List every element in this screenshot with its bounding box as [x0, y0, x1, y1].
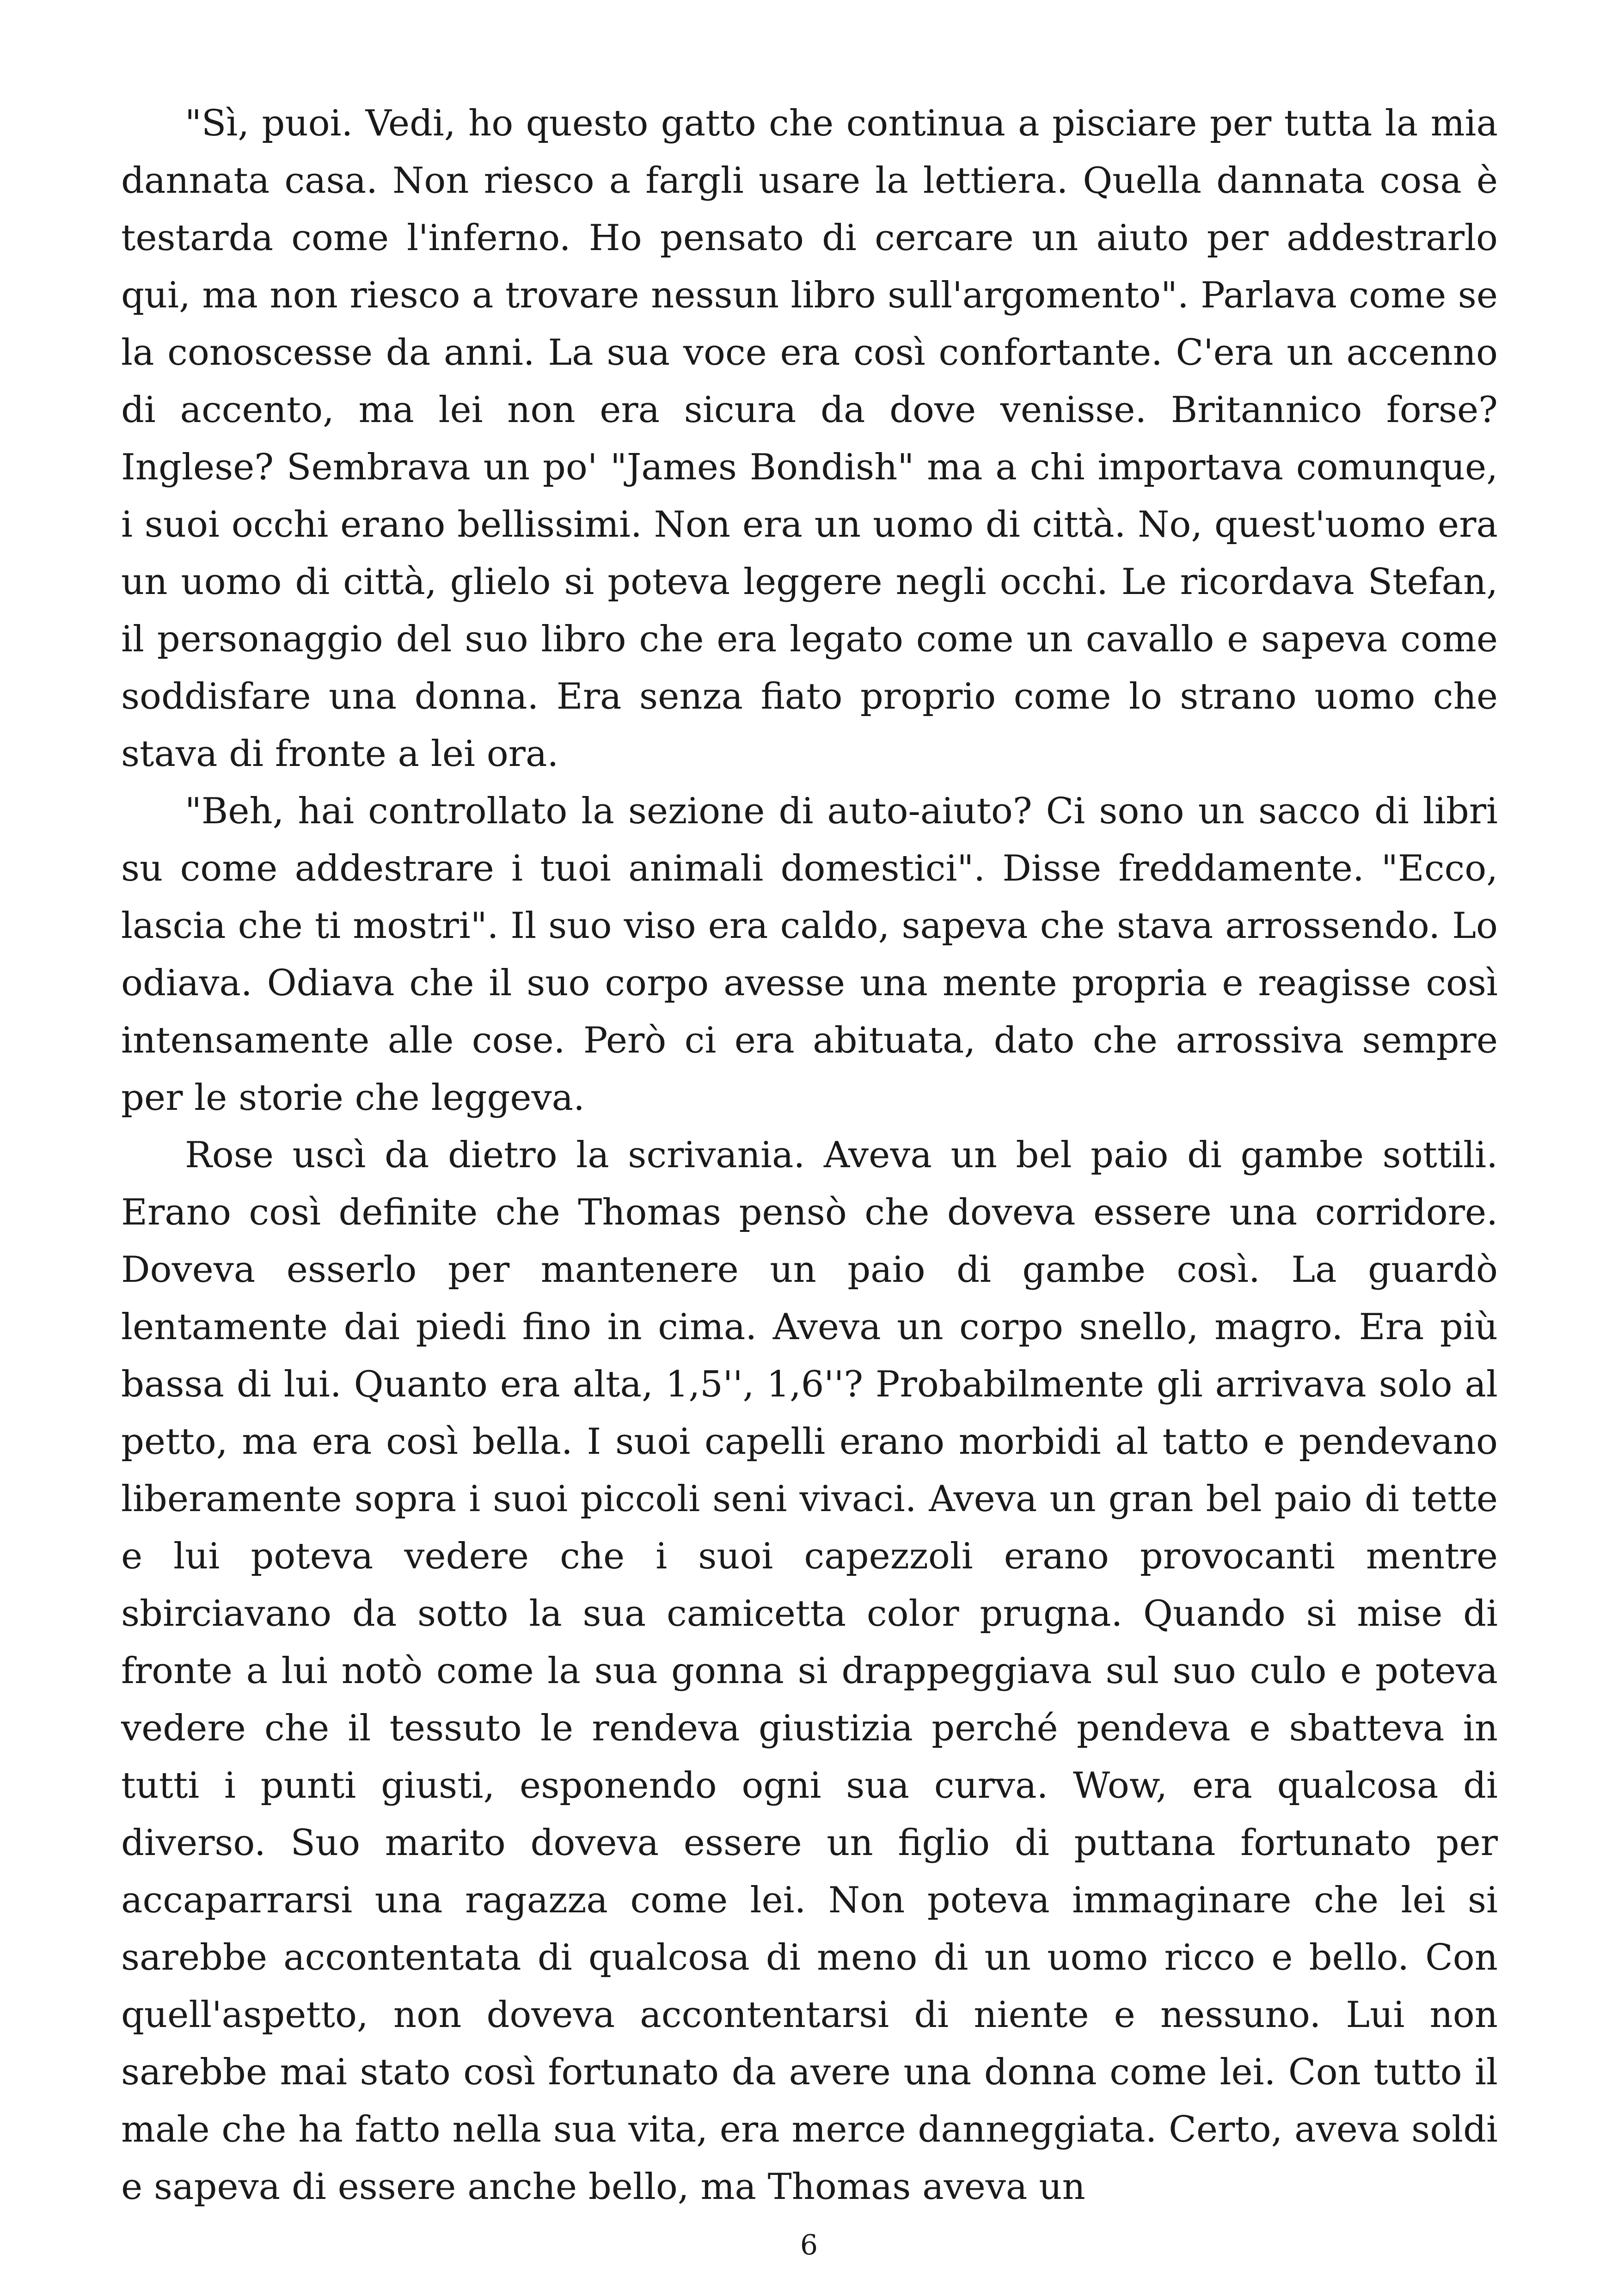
paragraph-3: Rose uscì da dietro la scrivania. Aveva un bel paio di gambe sottili. Erano così definite che Thomas pensò che doveva essere una corridore. Doveva esserlo per mantenere un paio di gambe così. La guardò lentamente dai piedi fino in cima. Aveva un corpo snello, magro. Era più bassa di lui. Quanto era alta, 1,5'', 1,6''? Probabilmente gli arrivava solo al petto, ma era così bella. I suoi capelli erano morbidi al tatto e pendevano liberamente sopra i suoi piccoli seni vivaci. Aveva un gran bel paio di tette e lui poteva vedere che i suoi capezzoli erano provocanti mentre sbirciavano da sotto la sua camicetta color prugna. Quando si mise di fronte a lui notò come la sua gonna si drappeggiava sul suo culo e poteva vedere che il tessuto le rendeva giustizia perché pendeva e sbatteva in tutti i punti giusti, esponendo ogni sua curva. Wow, era qualcosa di diverso. Suo marito doveva essere un figlio di puttana fortunato per accaparrarsi una ragazza come lei. Non poteva immaginare che lei si sarebbe accontentata di qualcosa di meno di un uomo ricco e bello. Con quell'aspetto, non doveva accontentarsi di niente e nessuno. Lui non sarebbe mai stato così fortunato da avere una donna come lei. Con tutto il male che ha fatto nella sua vita, era merce danneggiata. Certo, aveva soldi e sapeva di essere anche bello, ma Thomas aveva un [121, 1134, 1498, 2208]
body-text [121, 95, 1498, 2216]
paragraph-1: "Sì, puoi. Vedi, ho questo gatto che continua a pisciare per tutta la mia dannata casa. Non riesco a fargli usare la lettiera. Quella dannata cosa è testarda come l'inferno. Ho pensato di cercare un aiuto per addestrarlo qui, ma non riesco a trovare nessun libro sull'argomento". Parlava come se la conoscesse da anni. La sua voce era così confortante. C'era un accenno di accento, ma lei non era sicura da dove venisse. Britannico forse? Inglese? Sembrava un po' "James Bondish" ma a chi importava comunque, i suoi occhi erano bellissimi. Non era un uomo di città. No, quest'uomo era un uomo di città, glielo si poteva leggere negli occhi. Le ricordava Stefan, il personaggio del suo libro che era legato come un cavallo e sapeva come soddisfare una donna. Era senza fiato proprio come lo strano uomo che stava di fronte a lei ora. [121, 103, 1498, 775]
page-number: 6 [800, 2229, 818, 2261]
paragraph-2: "Beh, hai controllato la sezione di auto-aiuto? Ci sono un sacco di libri su come addestrare i tuoi animali domestici". Disse freddamente. "Ecco, lascia che ti mostri". Il suo viso era caldo, sapeva che stava arrossendo. Lo odiava. Odiava che il suo corpo avesse una mente propria e reagisse così intensamente alle cose. Però ci era abituata, dato che arrossiva sempre per le storie che leggeva. [121, 790, 1498, 1119]
